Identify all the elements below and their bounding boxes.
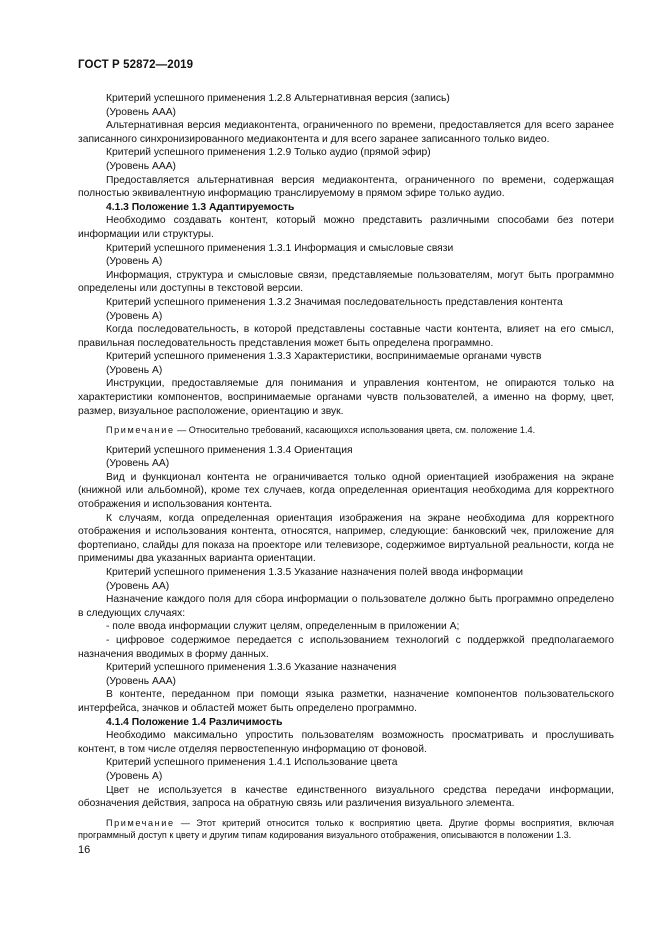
list-item: - цифровое содержимое передается с использованием технологий с поддержкой предполагаемого назначения вводимых в форму данных. xyxy=(78,634,614,660)
section-heading: 4.1.4 Положение 1.4 Различимость xyxy=(106,716,283,728)
paragraph: Инструкции, предоставляемые для понимания и управления контентом, не опираются только на характеристики компонентов, воспринимаемые органами чувств пользователей, а именно на форму, цвет, размер, визуальное расположение, ориентацию и звук. xyxy=(78,378,614,417)
paragraph: Информация, структура и смысловые связи, представляемые пользователям, могут быть программно определены или доступны в текстовой версии. xyxy=(78,269,614,295)
paragraph: Критерий успешного применения 1.2.8 Альтернативная версия (запись) xyxy=(106,93,450,104)
paragraph: В контенте, переданном при помощи языка разметки, назначение компонентов пользовательского интерфейса, значков и областей может быть определено программно. xyxy=(78,689,614,714)
paragraph: (Уровень АА) xyxy=(106,580,170,592)
list-item: - поле ввода информации служит целям, определенным в приложении А; xyxy=(106,621,460,633)
page-number: 16 xyxy=(78,844,91,856)
paragraph: (Уровень А) xyxy=(106,310,163,322)
paragraph: Критерий успешного применения 1.3.6 Указание назначения xyxy=(106,662,397,674)
paragraph: Критерий успешного применения 1.3.4 Ориентация xyxy=(106,444,353,456)
note-paragraph xyxy=(78,817,614,842)
paragraph: Критерий успешного применения 1.3.1 Информация и смысловые связи xyxy=(106,242,454,254)
note-label: Примечание xyxy=(106,817,175,828)
paragraph: Предоставляется альтернативная версия медиаконтента, ограниченного по времени, содержащая полностью эквивалентную информацию транслируемому в прямом эфире только аудио. xyxy=(78,174,614,200)
paragraph: Цвет не используется в качестве единственного визуального средства передачи информации, обозначения действия, запроса на обратную связь или различения визуального элемента. xyxy=(78,784,614,810)
paragraph: К случаям, когда определенная ориентация изображения на экране необходима для корректного отображения и использования контента, относятся, например, следующие: банковский чек, приложение для фортепиано, слайды для показа на проекторе или телевизоре, содержимое виртуальной реальности, когда не применимы два указанных варианта ориентации. xyxy=(78,512,614,565)
document-body xyxy=(78,92,614,849)
paragraph: (Уровень ААА) xyxy=(106,106,176,118)
paragraph: (Уровень АА) xyxy=(106,458,170,470)
paragraph: (Уровень А) xyxy=(106,364,163,376)
paragraph: Критерий успешного применения 1.3.3 Характеристики, воспринимаемые органами чувств xyxy=(106,351,542,363)
paragraph: (Уровень ААА) xyxy=(106,675,176,687)
note-text: — Этот критерий относится только к восприятию цвета. Другие формы восприятия, включая программный доступ к цвету и другим типам кодирования визуального отображения, описываются в положении 1.3. xyxy=(78,817,614,841)
paragraph: Когда последовательность, в которой представлены составные части контента, влияет на его смысл, правильная последовательность представления может быть определена программно. xyxy=(78,324,614,349)
paragraph: Критерий успешного применения 1.3.2 Значимая последовательность представления контента xyxy=(106,296,563,308)
note-paragraph xyxy=(78,424,614,436)
paragraph: (Уровень ААА) xyxy=(106,160,176,172)
paragraph: (Уровень А) xyxy=(106,256,163,268)
note-text: — Относительно требований, касающихся использования цвета, см. положение 1.4. xyxy=(174,425,536,436)
paragraph: Вид и функционал контента не ограничивается только одной ориентацией изображения на экране (книжной или альбомной), кроме тех случаев, когда определенная ориентация необходима для корректного отображения и использования контента. xyxy=(78,471,614,511)
note-label: Примечание xyxy=(106,425,175,436)
paragraph: Необходимо создавать контент, который можно представить различными способами без потери информации или структуры. xyxy=(78,215,614,240)
section-heading: 4.1.3 Положение 1.3 Адаптируемость xyxy=(106,201,295,213)
paragraph: Критерий успешного применения 1.2.9 Только аудио (прямой эфир) xyxy=(106,147,431,159)
paragraph: Критерий успешного применения 1.3.5 Указание назначения полей ввода информации xyxy=(106,567,524,578)
paragraph: Альтернативная версия медиаконтента, ограниченного по времени, предоставляется для всего заранее записанного синхронизированного медиаконтента и для всего заранее записанного только видео. xyxy=(78,120,614,145)
paragraph: Назначение каждого поля для сбора информации о пользователе должно быть программно определено в следующих случаях: xyxy=(78,594,614,619)
document-header: ГОСТ Р 52872—2019 xyxy=(78,59,194,71)
paragraph: Необходимо максимально упростить пользователям возможность просматривать и прослушивать контент, в том числе отделяя первостепенную информацию от фоновой. xyxy=(78,730,614,755)
paragraph: (Уровень А) xyxy=(106,770,163,782)
paragraph: Критерий успешного применения 1.4.1 Использование цвета xyxy=(106,757,398,769)
